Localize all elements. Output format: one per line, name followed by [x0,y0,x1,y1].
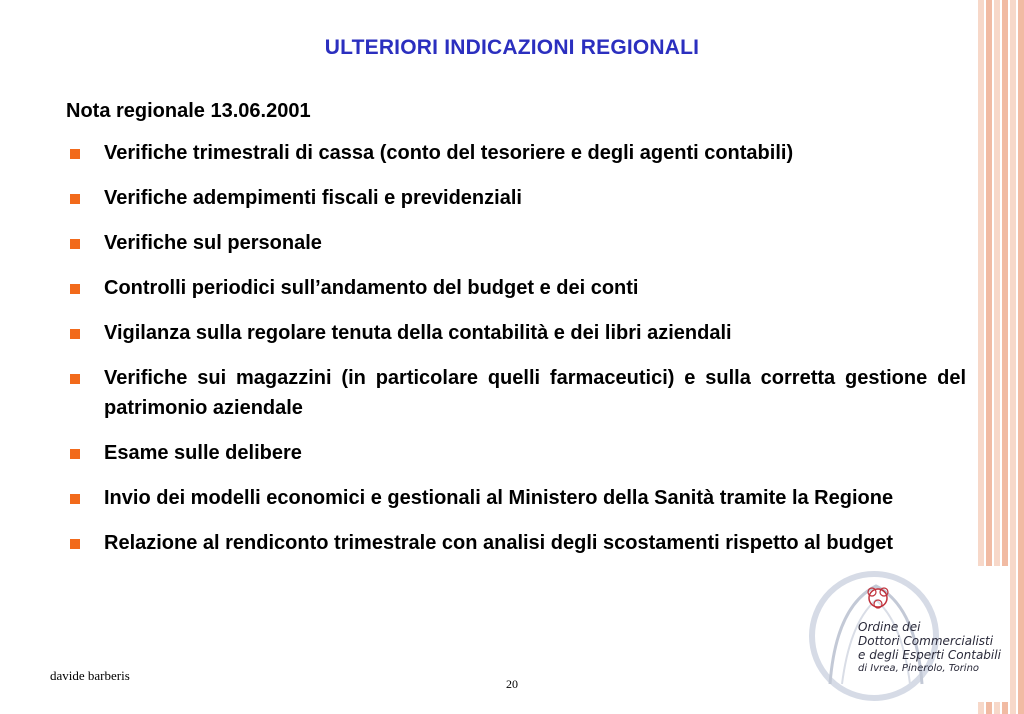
square-bullet-icon [70,539,80,549]
square-bullet-icon [70,494,80,504]
square-bullet-icon [70,194,80,204]
square-bullet-icon [70,239,80,249]
note-heading: Nota regionale 13.06.2001 [66,100,311,122]
list-item: Verifiche trimestrali di cassa (conto del tesoriere e degli agenti contabili) [66,138,966,168]
square-bullet-icon [70,329,80,339]
list-item: Vigilanza sulla regolare tenuta della contabilità e dei libri aziendali [66,318,966,348]
order-logo [806,566,1008,702]
bullet-list [66,138,966,558]
square-bullet-icon [70,284,80,294]
list-item: Verifiche sui magazzini (in particolare quelli farmaceutici) e sulla corretta gestione del patrimonio aziendale [66,363,966,423]
list-item: Controlli periodici sull’andamento del budget e dei conti [66,273,966,303]
slide-title: ULTERIORI INDICAZIONI REGIONALI [324,36,700,59]
logo-caption: Ordine dei Dottori Commercialisti e degli Esperti Contabili di Ivrea, Pinerolo, Torino [858,620,1001,674]
list-item: Relazione al rendiconto trimestrale con analisi degli scostamenti rispetto al budget [66,528,966,558]
list-item: Verifiche sul personale [66,228,966,258]
square-bullet-icon [70,374,80,384]
square-bullet-icon [70,449,80,459]
footer-author: davide barberis [50,668,130,683]
page-number: 20 [506,677,518,691]
list-item: Esame sulle delibere [66,438,966,468]
list-item: Invio dei modelli economici e gestionali al Ministero della Sanità tramite la Regione [66,483,966,513]
square-bullet-icon [70,149,80,159]
list-item: Verifiche adempimenti fiscali e previdenziali [66,183,966,213]
slide-body [66,96,966,573]
